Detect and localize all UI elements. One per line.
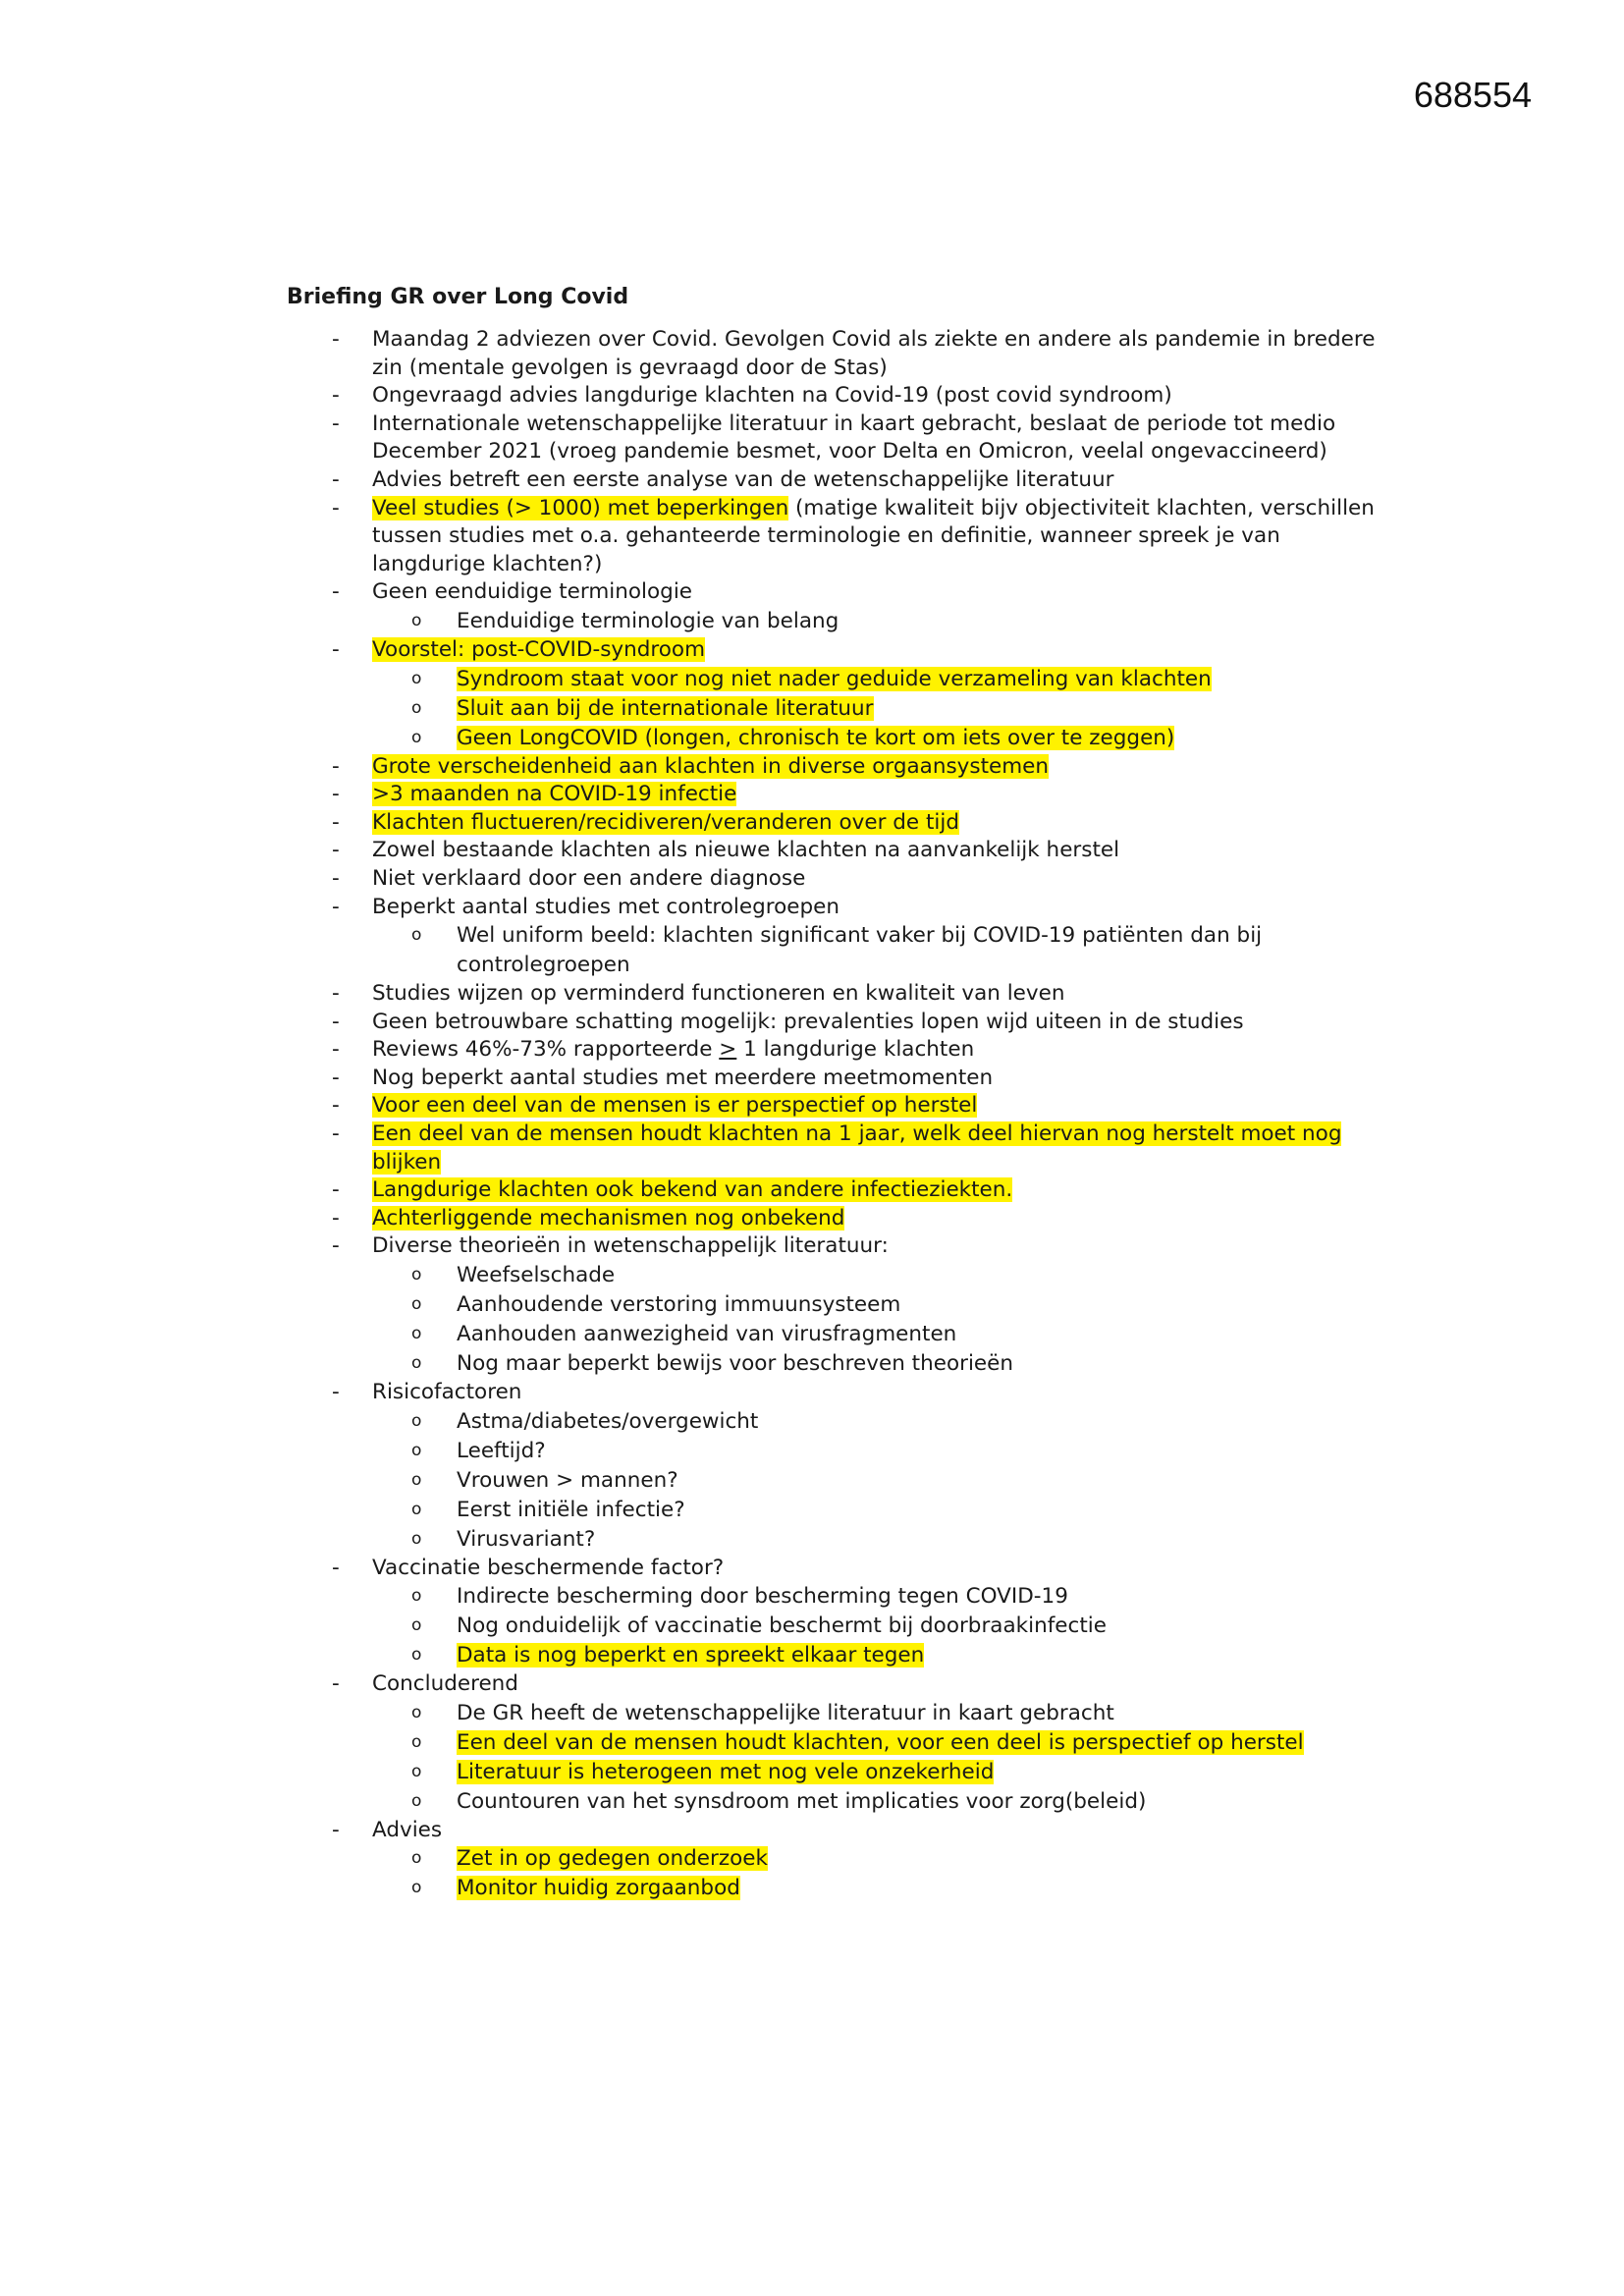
- list-item: [287, 781, 1386, 809]
- list-item: [287, 1205, 1386, 1233]
- list-item: [287, 1670, 1386, 1817]
- list-item: [287, 466, 1386, 495]
- sub-list-item: [372, 1349, 1386, 1379]
- sub-list-item: [372, 1699, 1386, 1728]
- sub-list-item: [372, 1466, 1386, 1496]
- sub-list-item: [372, 1612, 1386, 1641]
- item-text: Astma/diabetes/overgewicht: [457, 1408, 759, 1434]
- list-item: [287, 1379, 1386, 1555]
- list-item: [287, 837, 1386, 865]
- item-text: Risicofactoren: [372, 1380, 522, 1405]
- sub-list-item: [372, 1874, 1386, 1903]
- highlighted-text: Data is nog beperkt en spreekt elkaar tegen: [457, 1643, 925, 1668]
- item-text: Aanhouden aanwezigheid van virusfragmenten: [457, 1322, 957, 1347]
- sub-list-item: [372, 1407, 1386, 1437]
- sub-list-item: [372, 1261, 1386, 1290]
- document-body: [287, 283, 1386, 1903]
- sub-list-item: [372, 1844, 1386, 1874]
- sub-list-item: [372, 1582, 1386, 1612]
- list-item: [287, 1232, 1386, 1379]
- highlighted-text: Grote verscheidenheid aan klachten in diverse orgaansystemen: [372, 753, 1050, 779]
- sub-list: [372, 1844, 1386, 1903]
- sub-list-item: [372, 1437, 1386, 1466]
- sub-list-item: [372, 1290, 1386, 1320]
- sub-list-item: [372, 921, 1386, 980]
- highlighted-text: Sluit aan bij de internationale literatuur: [457, 695, 874, 721]
- item-text: Wel uniform beeld: klachten significant vaker bij COVID-19 patiënten dan bij controlegroepen: [457, 923, 1263, 978]
- item-text: Ongevraagd advies langdurige klachten na Covid-19 (post covid syndroom): [372, 383, 1172, 409]
- sub-list: [372, 1261, 1386, 1379]
- item-text: Advies: [372, 1817, 443, 1842]
- list-item: [287, 980, 1386, 1009]
- highlighted-text: Zet in op gedegen onderzoek: [457, 1846, 768, 1872]
- item-text: Maandag 2 adviezen over Covid. Gevolgen Covid als ziekte en andere als pandemie in bredere zin (mentale gevolgen is gevraagd door de Stas): [372, 327, 1376, 380]
- item-text: Geen betrouwbare schatting mogelijk: prevalenties lopen wijd uiteen in de studies: [372, 1009, 1244, 1034]
- highlighted-text: Achterliggende mechanismen nog onbekend: [372, 1205, 845, 1230]
- sub-list-item: [372, 724, 1386, 753]
- list-item: [287, 1036, 1386, 1065]
- item-text: Vrouwen > mannen?: [457, 1467, 678, 1493]
- list-item: [287, 865, 1386, 894]
- sub-list-item: [372, 607, 1386, 636]
- item-text: Niet verklaard door een andere diagnose: [372, 865, 806, 891]
- document-title: Briefing GR over Long Covid: [287, 285, 629, 309]
- highlighted-text: Een deel van de mensen houdt klachten na 1 jaar, welk deel hiervan nog herstelt moet nog blijken: [372, 1121, 1342, 1175]
- item-text: Reviews 46%-73% rapporteerde: [372, 1037, 720, 1063]
- item-text: (matige kwaliteit bijv objectiviteit klachten, verschillen tussen studies met o.a. gehanteerde terminologie en definitie, wanneer spreek je van langdurige klachten?): [372, 495, 1375, 576]
- item-text: Nog beperkt aantal studies met meerdere meetmomenten: [372, 1065, 994, 1090]
- item-text: Advies betreft een eerste analyse van de wetenschappelijke literatuur: [372, 466, 1114, 492]
- list-item: [287, 495, 1386, 579]
- highlighted-text: Syndroom staat voor nog niet nader geduide verzameling van klachten: [457, 666, 1212, 691]
- sub-list-item: [372, 1496, 1386, 1525]
- list-item: [287, 894, 1386, 981]
- item-text: Nog maar beperkt bewijs voor beschreven theorieën: [457, 1351, 1013, 1377]
- item-text: Nog onduidelijk of vaccinatie beschermt bij doorbraakinfectie: [457, 1613, 1107, 1639]
- item-text: Beperkt aantal studies met controlegroepen: [372, 894, 840, 919]
- item-text: Vaccinatie beschermende factor?: [372, 1555, 725, 1580]
- highlighted-text: Een deel van de mensen houdt klachten, voor een deel is perspectief op herstel: [457, 1729, 1304, 1755]
- highlighted-text: Klachten fluctueren/recidiveren/veranderen over de tijd: [372, 809, 960, 835]
- highlighted-text: Voorstel: post-COVID-syndroom: [372, 636, 706, 662]
- sub-list: [372, 665, 1386, 753]
- item-text: De GR heeft de wetenschappelijke literatuur in kaart gebracht: [457, 1700, 1114, 1725]
- item-text: Concluderend: [372, 1671, 518, 1697]
- list-item: [287, 809, 1386, 838]
- item-text: Virusvariant?: [457, 1526, 596, 1552]
- bullet-list: [287, 326, 1386, 1903]
- highlighted-text: Geen LongCOVID (longen, chronisch te kort om iets over te zeggen): [457, 725, 1175, 750]
- sub-list-item: [372, 1320, 1386, 1349]
- list-item: [287, 636, 1386, 753]
- item-text: Eerst initiële infectie?: [457, 1497, 685, 1522]
- list-item: [287, 382, 1386, 410]
- sub-list-item: [372, 1758, 1386, 1787]
- sub-list-item: [372, 1787, 1386, 1817]
- highlighted-text: Veel studies (> 1000) met beperkingen: [372, 495, 789, 520]
- highlighted-text: >3 maanden na COVID-19 infectie: [372, 782, 737, 807]
- item-text: Internationale wetenschappelijke literatuur in kaart gebracht, beslaat de periode tot medio December 2021 (vroeg pandemie besmet, voor Delta en Omicron, veelal ongevaccineerd): [372, 410, 1336, 465]
- item-text: Diverse theorieën in wetenschappelijk literatuur:: [372, 1233, 889, 1259]
- sub-list-item: [372, 665, 1386, 694]
- highlighted-text: Langdurige klachten ook bekend van andere infectieziekten.: [372, 1177, 1013, 1203]
- sub-list-item: [372, 1641, 1386, 1670]
- item-text: Weefselschade: [457, 1263, 616, 1288]
- list-item: [287, 410, 1386, 466]
- sub-list: [372, 607, 1386, 636]
- list-item: [287, 1009, 1386, 1037]
- document-number: 688554: [1413, 75, 1532, 115]
- sub-list: [372, 1582, 1386, 1670]
- item-text: Leeftijd?: [457, 1438, 546, 1463]
- sub-list: [372, 921, 1386, 980]
- item-text: Aanhoudende verstoring immuunsysteem: [457, 1292, 901, 1318]
- sub-list-item: [372, 1525, 1386, 1555]
- sub-list: [372, 1699, 1386, 1817]
- list-item: [287, 326, 1386, 382]
- highlighted-text: Voor een deel van de mensen is er perspectief op herstel: [372, 1093, 978, 1119]
- item-text: 1 langdurige klachten: [736, 1037, 975, 1063]
- list-item: [287, 753, 1386, 782]
- list-item: [287, 1176, 1386, 1205]
- list-item: [287, 1065, 1386, 1093]
- list-item: [287, 1817, 1386, 1904]
- item-text: Indirecte bescherming door bescherming tegen COVID-19: [457, 1584, 1068, 1610]
- sub-list-item: [372, 694, 1386, 724]
- sub-list-item: [372, 1728, 1386, 1758]
- list-item: [287, 1092, 1386, 1121]
- highlighted-text: Literatuur is heterogeen met nog vele onzekerheid: [457, 1759, 995, 1784]
- underlined-symbol: >: [719, 1037, 737, 1063]
- list-item: [287, 1555, 1386, 1671]
- item-text: Zowel bestaande klachten als nieuwe klachten na aanvankelijk herstel: [372, 838, 1120, 863]
- sub-list: [372, 1407, 1386, 1555]
- item-text: Geen eenduidige terminologie: [372, 579, 693, 605]
- highlighted-text: Monitor huidig zorgaanbod: [457, 1876, 740, 1901]
- list-item: [287, 578, 1386, 636]
- item-text: Studies wijzen op verminderd functioneren en kwaliteit van leven: [372, 981, 1065, 1007]
- item-text: Eenduidige terminologie van belang: [457, 608, 839, 633]
- item-text: Countouren van het synsdroom met implicaties voor zorg(beleid): [457, 1788, 1147, 1814]
- list-item: [287, 1121, 1386, 1176]
